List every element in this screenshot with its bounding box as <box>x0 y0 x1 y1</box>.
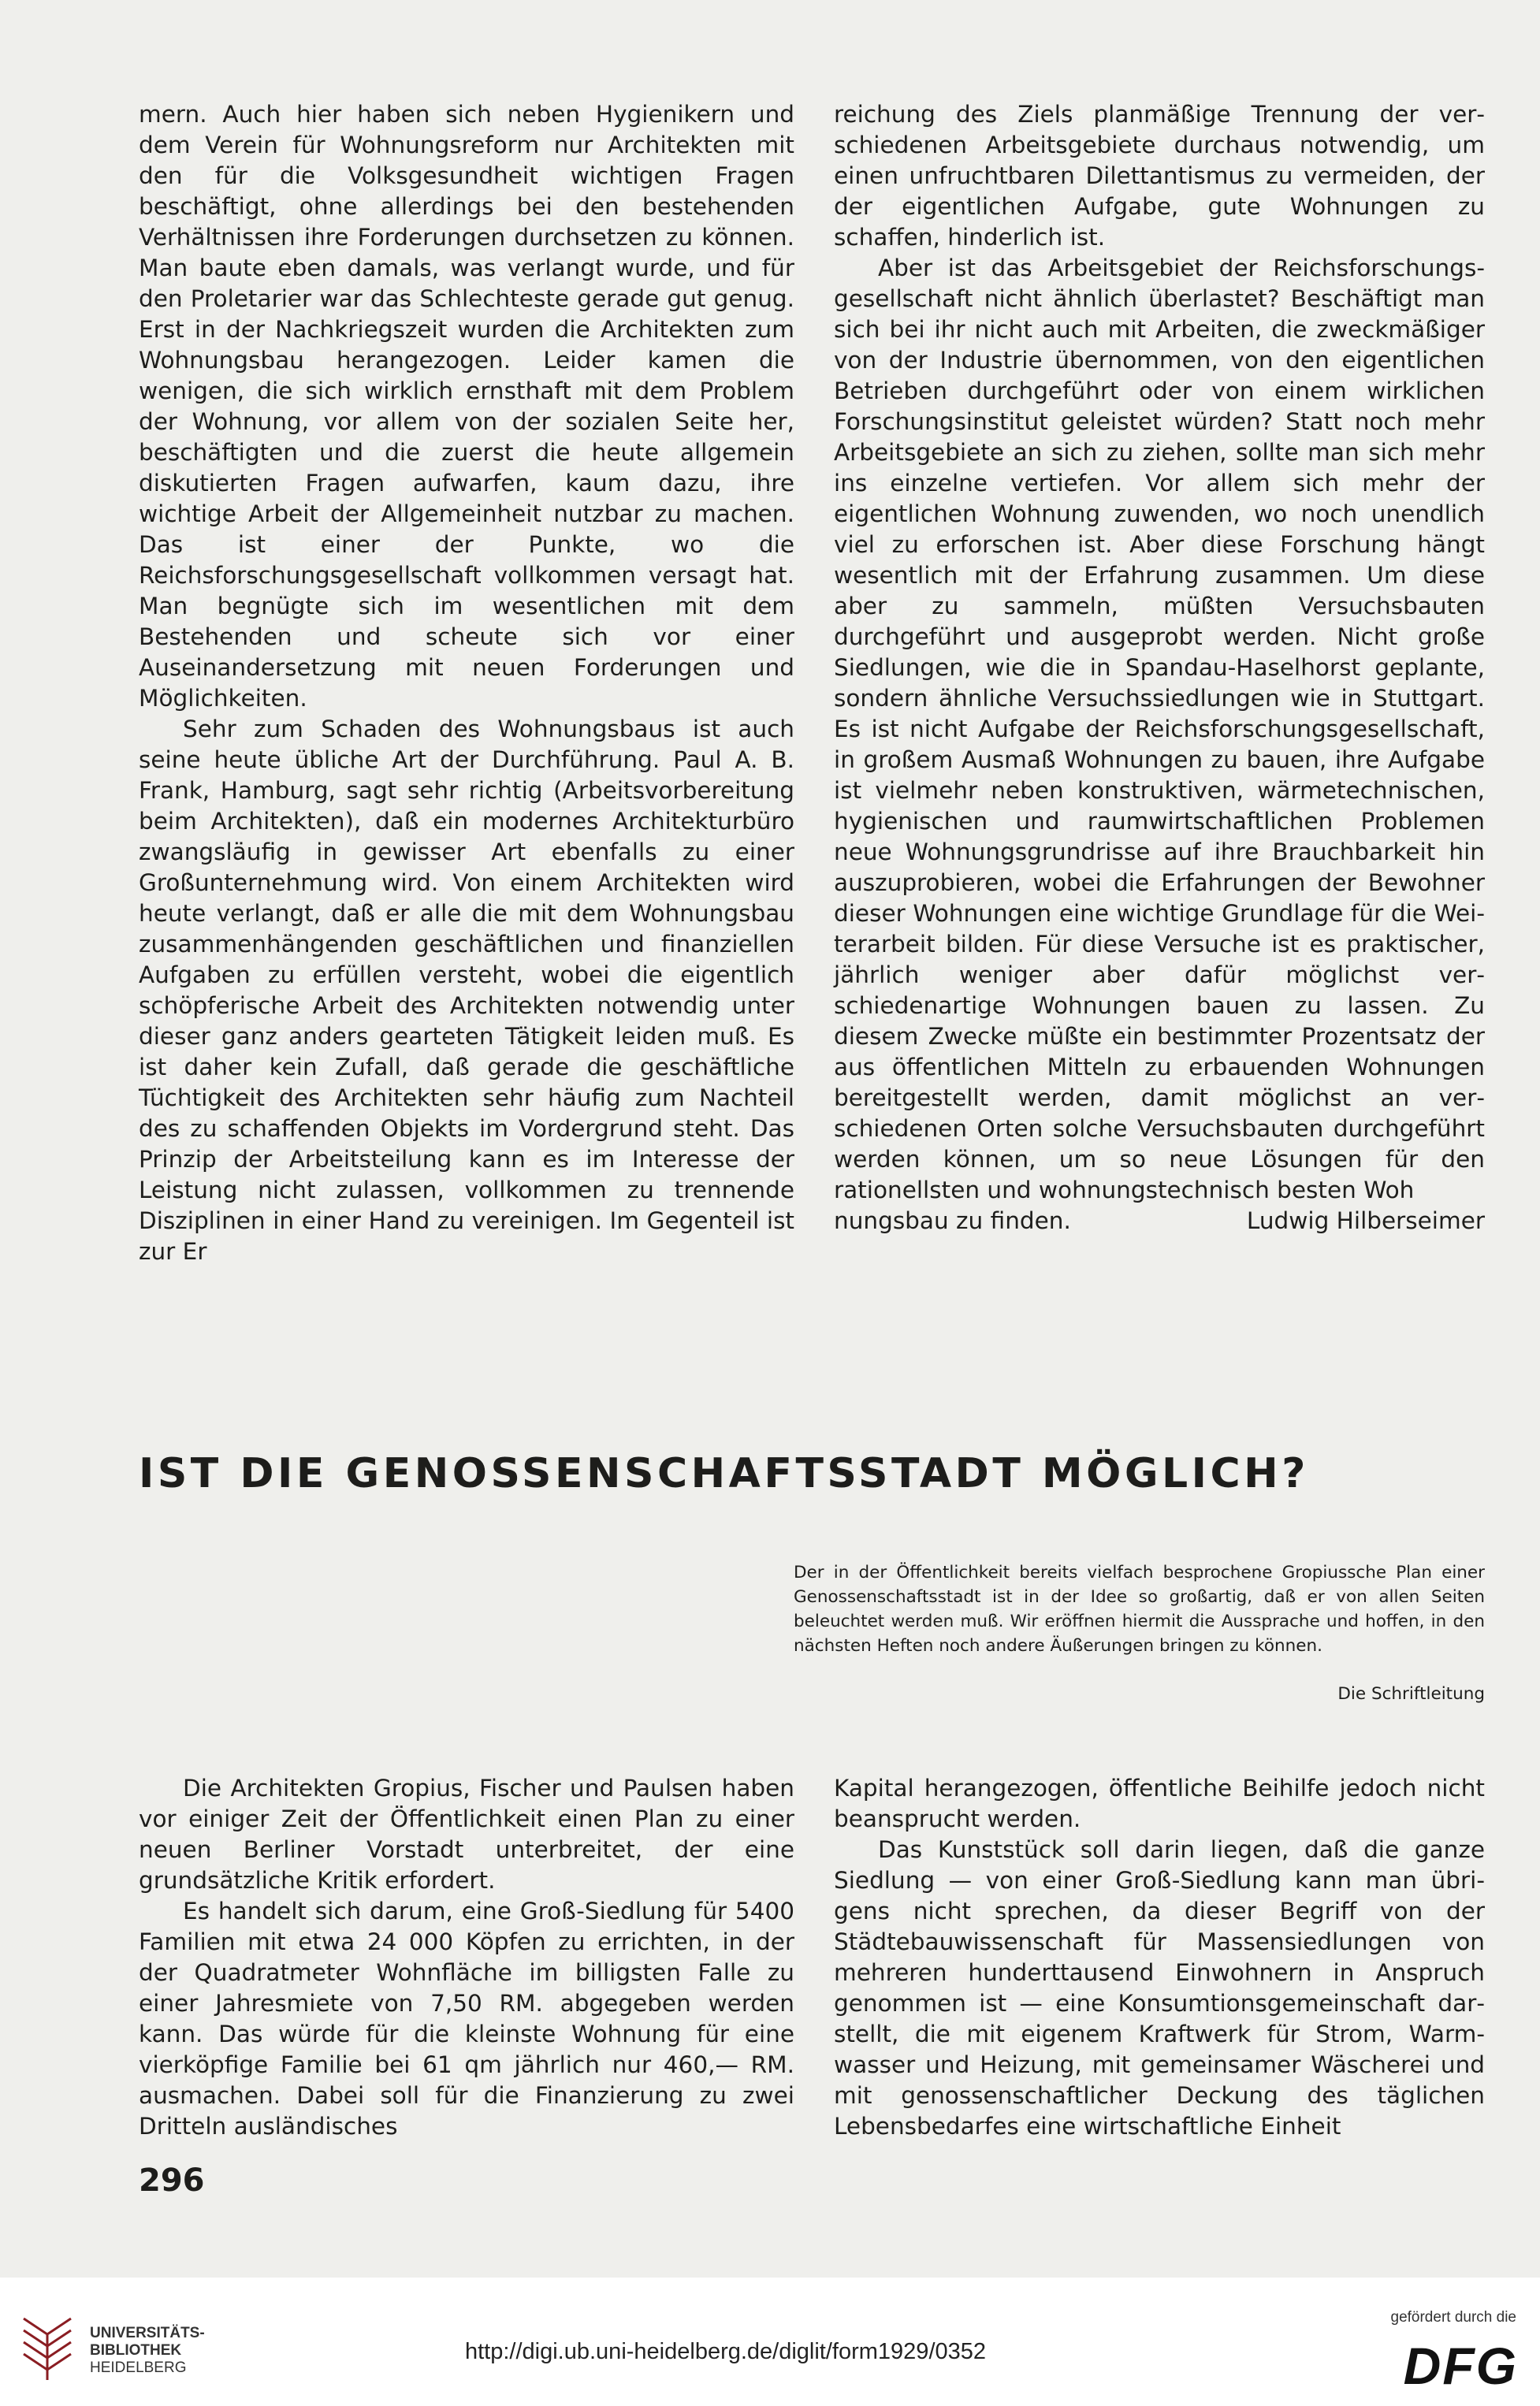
body-paragraph: Aber ist das Arbeitsgebiet der Reichsforschungsgesellschaft nicht ähnlich überlastet? Beschäftigt man sich bei ihr nicht auch mit Arbeiten, die zweckmäßiger von der Industrie übernommen, von den eigentlichen Betrieben durchgeführt oder von einem wirklichen Forschungsinstitut geleistet würden? Statt noch mehr Arbeitsgebiete an sich zu ziehen, sollte man sich mehr ins einzelne vertiefen. Vor allem sich mehr der eigentlichen Wohnung zuwenden, wo noch unendlich viel zu erforschen ist. Aber diese Forschung hängt wesentlich mit der Erfahrung zusammen. Um diese aber zu sammeln, müßten Versuchsbauten durchgeführt und ausgeprobt werden. Nicht große Siedlungen, wie die in Spandau-Haselhorst geplante, sondern ähnliche Versuchssiedlungen wie in Stuttgart. Es ist nicht Aufgabe der Reichsforschungsgesellschaft, in großem Ausmaß Wohnungen zu bauen, ihre Aufgabe ist vielmehr neben konstruktiven, wärmetechnischen, hygienischen und raumwirtschaftlichen Problemen neue Wohnungsgrundrisse auf ihre Brauchbarkeit hin auszuprobieren, wobei die Erfahrungen der Bewohner dieser Wohnungen eine wichtige Grundlage für die Weiterarbeit bilden. Für diese Versuche ist es praktischer, jährlich weniger aber dafür möglichst verschiedenartige Wohnungen bauen zu lassen. Zu diesem Zwecke müßte ein bestimmter Prozentsatz der aus öffentlichen Mitteln zu erbauenden Wohnungen bereitgestellt werden, damit möglichst an verschiedenen Orten solche Versuchsbauten durchgeführt werden können, um so neue Lösungen für den rationellsten und wohnungstechnisch besten Woh <box>834 255 1485 1203</box>
article-2-right-column <box>834 1773 1485 2142</box>
body-paragraph: Sehr zum Schaden des Wohnungsbaus ist auch seine heute übliche Art der Durchführung. Paul A. B. Frank, Hamburg, sagt sehr richtig (Arbeitsvorbereitung beim Architekten), daß ein modernes Architekturbüro zwangsläufig in gewisser Art ebenfalls zu einer Großunternehmung wird. Von einem Architekten wird heute verlangt, daß er alle die mit dem Wohnungsbau zusammenhängenden geschäftlichen und finanziellen Aufgaben zu erfüllen versteht, wobei die eigentlich schöpferische Arbeit des Architekten notwendig unter dieser ganz anders gearteten Tätigkeit leiden muß. Es ist daher kein Zufall, daß gerade die geschäftliche Tüchtigkeit des Architekten sehr häufig zum Nachteil des zu schaffenden Objekts im Vordergrund steht. Das Prinzip der Arbeitsteilung kann es im Interesse der Leistung nicht zulassen, vollkommen zu trennende Disziplinen in einer Hand zu vereinigen. Im Gegenteil ist zur Er <box>139 716 794 1265</box>
university-library-seal-icon <box>16 2311 79 2382</box>
source-url-link[interactable]: http://digi.ub.uni-heidelberg.de/diglit/form1929/0352 <box>465 2339 987 2364</box>
article-1-right-column <box>834 99 1485 1236</box>
digitization-footer <box>0 2278 1540 2406</box>
body-paragraph: mern. Auch hier haben sich neben Hygienikern und dem Verein für Wohnungsreform nur Architekten mit den für die Volksgesundheit wichtigen Fragen beschäftigt, ohne allerdings bei den bestehenden Verhältnissen ihre Forderungen durchsetzen zu können. Man baute eben damals, was verlangt wurde, und für den Proletarier war das Schlechteste gerade gut genug. Erst in der Nachkriegszeit wurden die Architekten zum Wohnungsbau herangezogen. Leider kamen die wenigen, die sich wirklich ernsthaft mit dem Problem der Wohnung, vor allem von der sozialen Seite her, beschäftigten und die zuerst die heute allgemein diskutierten Fragen aufwarfen, kaum dazu, ihre wichtige Arbeit der Allgemeinheit nutzbar zu machen. Das ist einer der Punkte, wo die Reichsforschungsgesellschaft vollkommen versagt hat. Man begnügte sich im wesentlichen mit dem Bestehenden und scheute sich vor einer Auseinandersetzung mit neuen Forderungen und Möglichkeiten. <box>139 101 794 712</box>
dfg-logo: DFG <box>1403 2337 1518 2395</box>
article-headline: IST DIE GENOSSENSCHAFTSSTADT MÖGLICH? <box>139 1450 1309 1497</box>
editorial-note: Der in der Öffentlichkeit bereits vielfach besprochene Gropiussche Plan einer Genossenschaftsstadt ist in der Idee so großartig, daß er von allen Seiten beleuchtet werden muß. Wir eröffnen hiermit die Aussprache und hoffen, in den nächsten Heften noch andere Äußerungen bringen zu können. <box>794 1563 1485 1656</box>
author-signature: Ludwig Hilberseimer <box>1246 1207 1485 1234</box>
article-1-left-column <box>139 99 794 1267</box>
body-last-line: nungsbau zu finden. <box>834 1207 1071 1234</box>
body-paragraph: reichung des Ziels planmäßige Trennung der verschiedenen Arbeitsgebiete durchaus notwendig, um einen unfruchtbaren Dilettantismus zu vermeiden, der der eigentlichen Aufgabe, gute Wohnungen zu schaffen, hinderlich ist. <box>834 101 1485 251</box>
closing-line <box>834 1206 1485 1236</box>
body-paragraph: Das Kunststück soll darin liegen, daß die ganze Siedlung — von einer Groß-Siedlung kann man übrigens nicht sprechen, da dieser Begriff von der Städtebauwissenschaft für Massensiedlungen von mehreren hunderttausend Einwohnern in Anspruch genommen ist — eine Konsumtionsgemeinschaft darstellt, die mit eigenem Kraftwerk für Strom, Warmwasser und Heizung, mit gemeinsamer Wäscherei und mit genossenschaftlicher Deckung des täglichen Lebensbedarfes eine wirtschaftliche Einheit <box>834 1836 1485 2140</box>
editorial-signature: Die Schriftleitung <box>1337 1684 1485 1704</box>
article-2-left-column <box>139 1773 794 2142</box>
funding-note: gefördert durch die <box>1390 2309 1516 2326</box>
body-paragraph: Die Architekten Gropius, Fischer und Paulsen haben vor einiger Zeit der Öffentlichkeit einen Plan zu einer neuen Berliner Vorstadt unterbreitet, der eine grundsätzliche Kritik erfordert. <box>139 1775 794 1894</box>
page-number: 296 <box>139 2162 205 2199</box>
body-paragraph: Kapital herangezogen, öffentliche Beihilfe jedoch nicht beansprucht werden. <box>834 1775 1485 1832</box>
institution-name: UNIVERSITÄTS- BIBLIOTHEK HEIDELBERG <box>90 2325 205 2376</box>
body-paragraph: Es handelt sich darum, eine Groß-Siedlung für 5400 Familien mit etwa 24 000 Köpfen zu errichten, in der der Quadratmeter Wohnfläche im billigsten Falle zu einer Jahresmiete von 7,50 RM. abgegeben werden kann. Das würde für die kleinste Wohnung für eine vierköpfige Familie bei 61 qm jährlich nur 460,— RM. ausmachen. Dabei soll für die Finanzierung zu zwei Dritteln ausländisches <box>139 1898 794 2140</box>
